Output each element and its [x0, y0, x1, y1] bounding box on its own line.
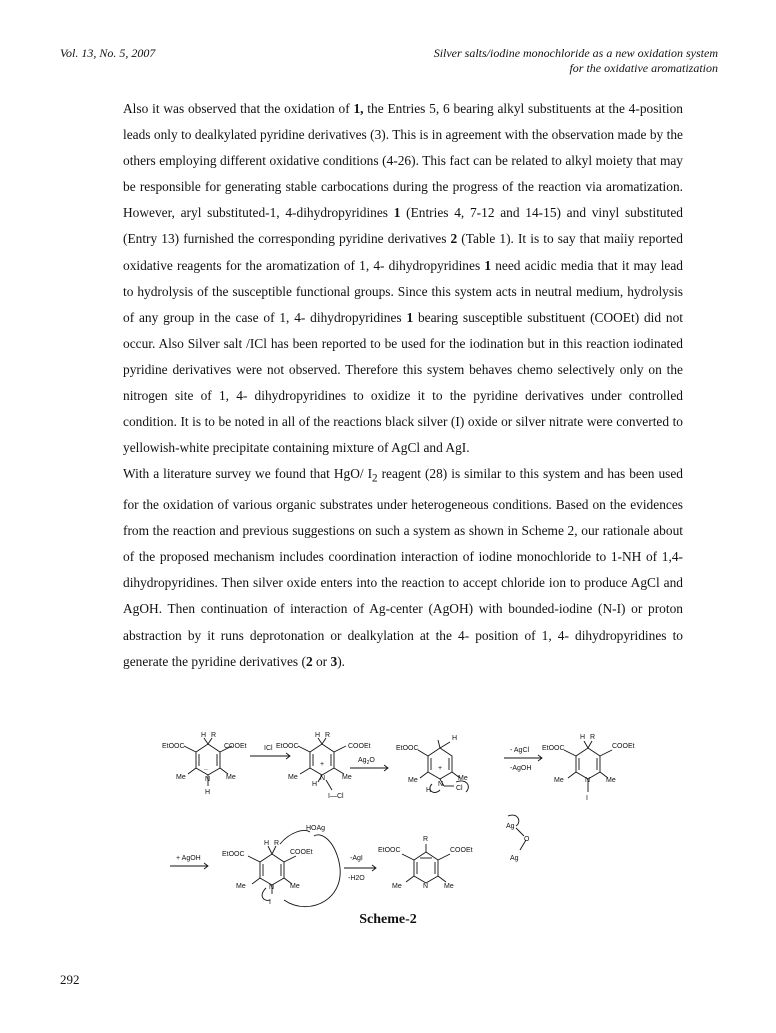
label-me: Me: [342, 774, 352, 781]
paragraph-2: [123, 461, 683, 674]
label-ag: Ag: [510, 855, 519, 862]
compound-ref: 1: [484, 257, 492, 273]
label-hoag: HOAg: [306, 825, 326, 832]
label-etooc: EtOOC: [396, 745, 419, 752]
label-me: Me: [444, 883, 454, 890]
label-ag: Ag: [506, 823, 515, 830]
label-me: Me: [606, 777, 616, 784]
label-h: H: [580, 734, 586, 741]
text-span: ).: [337, 653, 346, 669]
label-me: Me: [176, 774, 186, 781]
label-h: H: [201, 732, 207, 739]
text-span: reagent (28) is similar to this system and has been used for the oxidation of various organic substrates under heterogeneous conditions. Based on the evidences from the reaction and previous suggestions on such a system as shown in Scheme 2, our rationale about of the proposed mechanism includes coordination interaction of iodine monochloride to 1-NH of 1,4- dihydropyridines. Then silver oxide enters into the reaction to accept chloride ion to produce AgCl and AgOH. Then continuation of interaction of Ag-center (AgOH) with bounded-iodine (N-I) or proton abstraction by it runs deprotonation or dealkylation at the 4- position of 1, 4- dihydropyridines to generate the pyridine derivatives (: [123, 466, 683, 669]
label-n: N: [205, 776, 211, 783]
label-me: Me: [290, 883, 300, 890]
label-h: H: [205, 789, 211, 796]
page-number: 292: [60, 972, 80, 987]
reagent-minus-agi: -AgI: [350, 855, 363, 862]
running-header-title: [358, 46, 718, 76]
label-etooc: EtOOC: [162, 743, 185, 750]
text-span: bearing susceptible substituent (COOEt) did not occur. Also Silver salt /ICl has been reported to be used for the iodination but in this reaction iodinated pyridine derivatives were not observed. Therefore this system behaves chemo selectively only on the nitrogen site of 1, 4- dihydropyridines to oxidize it to the pyridine derivatives under controlled condition. It is to be noted in all of the reactions black silver (I) oxide or silver nitrate were converted to yellowish-white precipitate containing mixture of AgCl and AgI.: [123, 309, 684, 456]
label-n: N: [585, 777, 591, 784]
reagent-icl: ICl: [264, 745, 273, 752]
label-etooc: EtOOC: [276, 743, 299, 750]
label-me: Me: [236, 883, 246, 890]
label-cooet: COOEt: [290, 849, 313, 856]
label-h: H: [264, 840, 270, 847]
text-span: Also it was observed that the oxidation of: [123, 101, 354, 116]
article-body: [123, 96, 683, 675]
label-r: R: [274, 840, 280, 847]
label-h: H: [452, 735, 458, 742]
scheme-diagram: [160, 728, 720, 918]
reagent-ag2o: $Ag_2O$: [358, 757, 375, 766]
text-span: the Entries 5, 6 bearing alkyl substituents at the 4-position leads only to dealkylated pyridine derivatives (3). This is in agreement with the observation made by the others employing different oxidative conditions (4-26). This fact can be related to alkyl moiety that may be responsible for generating stable carbocations during the progress of the reaction via aromatization. However, aryl substituted-1, 4-dihydropyridines: [123, 101, 683, 221]
running-header-journal: Vol. 13, No. 5, 2007: [60, 46, 156, 60]
text-span: need acidic media that it may lead to hydrolysis of the susceptible functional groups. Since this system acts in neutral medium, hydrolysis of any group in the case of 1, 4- dihydropyridines: [123, 257, 683, 325]
label-lone-pair: ..: [204, 765, 208, 772]
ring-5: [260, 854, 284, 885]
running-header-title-line2: for the oxidative aromatization: [569, 61, 718, 75]
label-cooet: COOEt: [224, 743, 247, 750]
compound-ref: 1,: [353, 101, 364, 116]
label-r: R: [211, 732, 217, 739]
label-etooc: EtOOC: [542, 745, 565, 752]
label-cl: Cl: [456, 785, 463, 792]
scheme-caption: Scheme-2: [359, 912, 417, 927]
label-etooc: EtOOC: [222, 851, 245, 858]
text-span: (Table 1). It is to say that maỉiy reported oxidative reagents for the aromatization of 1, 4- dihydropyridines: [123, 231, 683, 273]
paragraph-1: [123, 96, 683, 461]
label-me: Me: [392, 883, 402, 890]
label-n: N: [320, 775, 326, 782]
label-o: O: [524, 836, 530, 843]
label-me: Me: [458, 775, 468, 782]
compound-ref: 2: [305, 653, 313, 669]
label-i: I: [269, 899, 271, 906]
label-plus: +: [438, 765, 443, 772]
compound-ref: 1: [406, 309, 414, 325]
reaction-scheme: [160, 728, 720, 918]
ring-3: [428, 748, 452, 779]
reagent-minus-agcl: - AgCl: [510, 747, 530, 754]
label-i: I: [586, 795, 588, 802]
compound-ref: 3: [330, 653, 338, 669]
text-span: With a literature survey we found that HgO/ I: [123, 466, 373, 482]
running-header-title-line1: Silver salts/iodine monochloride as a new oxidation system: [433, 46, 718, 60]
compound-ref: 2: [450, 231, 458, 247]
label-icl: I—Cl: [328, 793, 344, 800]
ring-2: [310, 744, 334, 775]
label-plus: +: [320, 761, 325, 768]
text-span: (Entries 4, 7-12 and 14-15) and vinyl substituted (Entry 13) furnished the corresponding pyridine derivatives: [123, 205, 683, 247]
label-h: H: [426, 787, 432, 794]
ring-6: [414, 852, 438, 883]
text-span: or: [312, 653, 331, 669]
label-n: N: [423, 883, 429, 890]
label-n: N: [269, 884, 275, 891]
label-h: H: [315, 732, 321, 739]
reagent-minus-h2o: -H2O: [348, 875, 365, 882]
label-r: R: [590, 734, 596, 741]
subscript: 2: [372, 472, 378, 485]
label-etooc: EtOOC: [378, 847, 401, 854]
label-r: R: [325, 732, 331, 739]
label-me: Me: [554, 777, 564, 784]
reagent-minus-agoh: -AgOH: [510, 765, 532, 772]
label-cooet: COOEt: [612, 743, 635, 750]
label-me: Me: [408, 777, 418, 784]
ring-4: [576, 748, 600, 779]
label-me: Me: [288, 774, 298, 781]
label-r: R: [423, 836, 429, 843]
label-cooet: COOEt: [348, 743, 371, 750]
label-n: N: [438, 781, 444, 788]
label-cooet: COOEt: [450, 847, 473, 854]
label-me: Me: [226, 774, 236, 781]
label-h: H: [312, 781, 318, 788]
compound-ref: 1: [393, 205, 401, 221]
ring-1: [196, 744, 220, 775]
reagent-plus-agoh: + AgOH: [176, 855, 201, 862]
